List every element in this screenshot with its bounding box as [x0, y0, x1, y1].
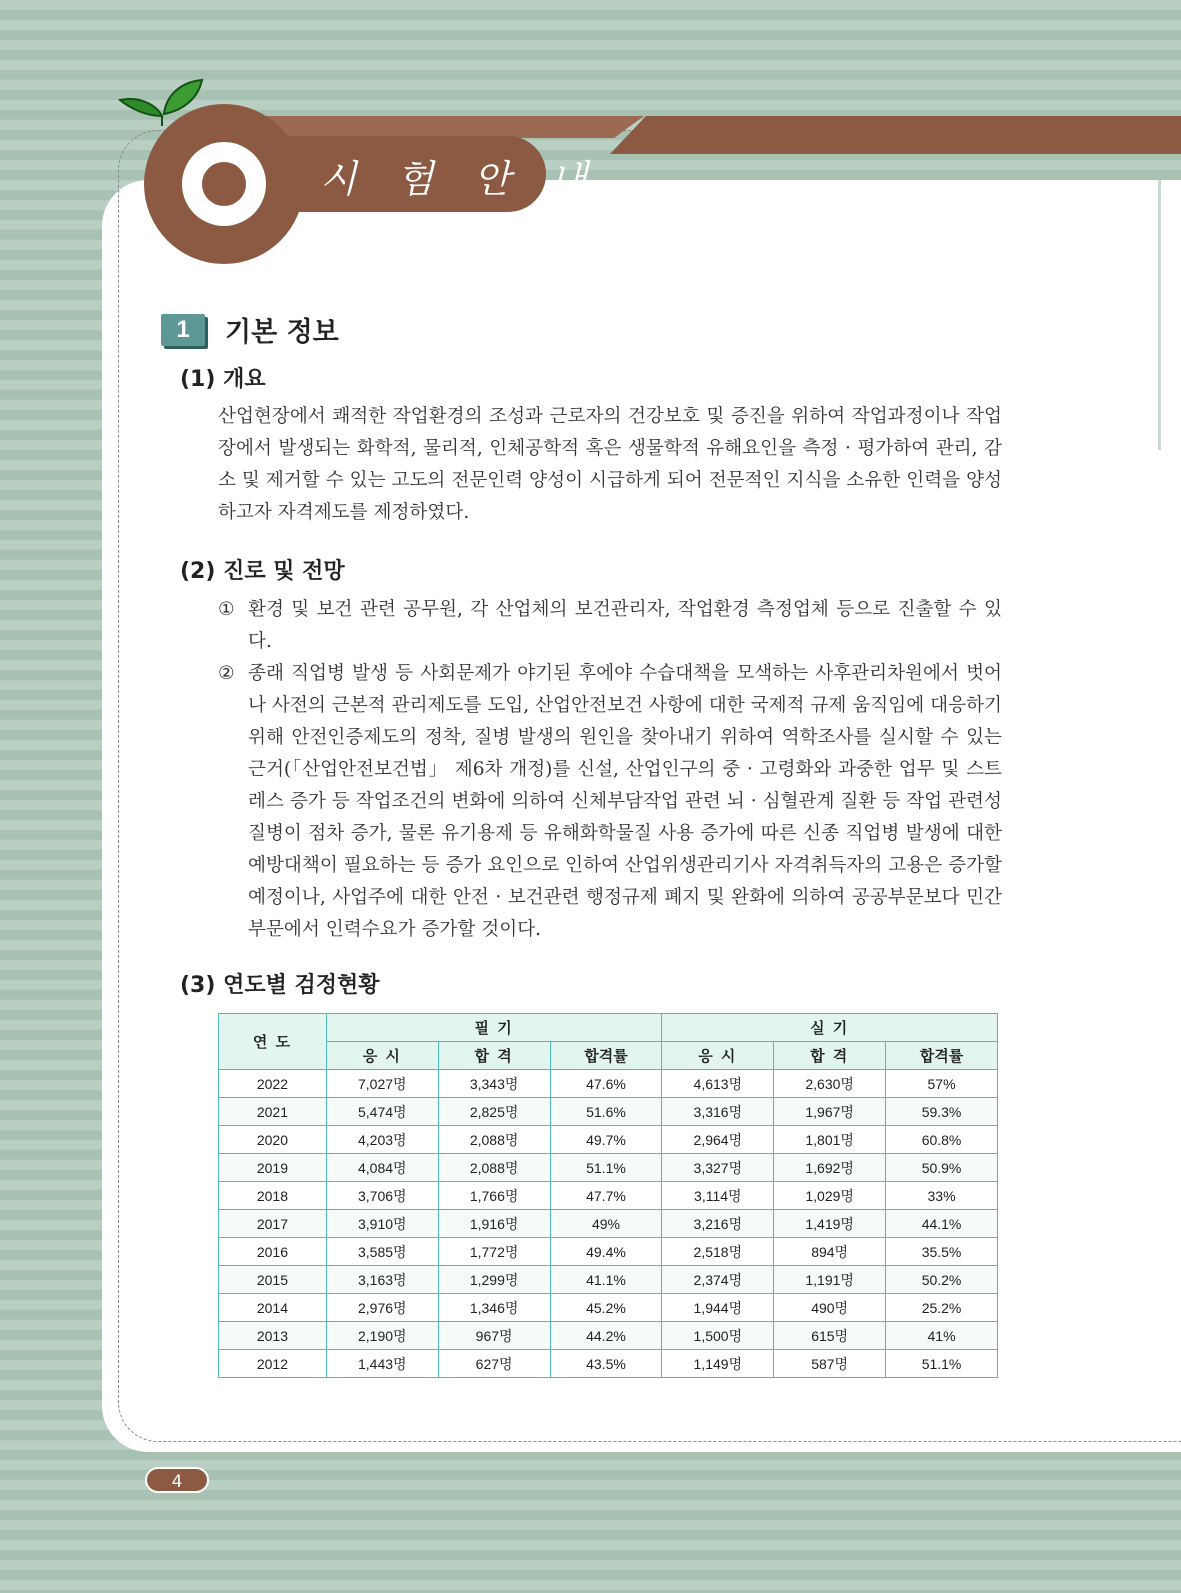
- table-cell: 50.9%: [886, 1154, 998, 1182]
- table-cell: 4,613명: [662, 1070, 774, 1098]
- table-cell-year: 2018: [219, 1182, 327, 1210]
- table-row: [219, 1154, 998, 1182]
- table-cell: 41%: [886, 1322, 998, 1350]
- table-cell: 1,772명: [438, 1238, 550, 1266]
- table-cell: 57%: [886, 1070, 998, 1098]
- table-cell: 44.2%: [550, 1322, 662, 1350]
- header-practical: 실 기: [662, 1014, 998, 1042]
- header-year: 연 도: [219, 1014, 327, 1070]
- career-item-marker: ②: [218, 663, 235, 684]
- header-written-passed: 합 격: [438, 1042, 550, 1070]
- table-cell: 1,029명: [774, 1182, 886, 1210]
- header-written-applicants: 응 시: [326, 1042, 438, 1070]
- table-cell: 2,976명: [326, 1294, 438, 1322]
- header-written-rate: 합격률: [550, 1042, 662, 1070]
- section-title: 기본 정보: [225, 317, 339, 348]
- table-cell: 1,801명: [774, 1126, 886, 1154]
- table-row: [219, 1210, 998, 1238]
- table-cell: 3,216명: [662, 1210, 774, 1238]
- table-cell: 1,149명: [662, 1350, 774, 1378]
- table-cell: 60.8%: [886, 1126, 998, 1154]
- table-row: [219, 1350, 998, 1378]
- table-cell: 7,027명: [326, 1070, 438, 1098]
- table-cell: 1,967명: [774, 1098, 886, 1126]
- table-cell: 25.2%: [886, 1294, 998, 1322]
- table-cell: 1,944명: [662, 1294, 774, 1322]
- table-cell: 1,766명: [438, 1182, 550, 1210]
- table-cell: 3,327명: [662, 1154, 774, 1182]
- table-cell-year: 2022: [219, 1070, 327, 1098]
- table-cell: 47.6%: [550, 1070, 662, 1098]
- table-cell: 587명: [774, 1350, 886, 1378]
- career-heading: (2) 진로 및 전망: [180, 559, 345, 584]
- table-cell: 3,343명: [438, 1070, 550, 1098]
- table-cell-year: 2017: [219, 1210, 327, 1238]
- career-item-text: 환경 및 보건 관련 공무원, 각 산업체의 보건관리자, 작업환경 측정업체 등으로 진출할 수 있다.: [248, 599, 1002, 652]
- table-cell: 2,630명: [774, 1070, 886, 1098]
- table-cell: 51.6%: [550, 1098, 662, 1126]
- page-number: 4: [145, 1467, 209, 1493]
- table-cell-year: 2012: [219, 1350, 327, 1378]
- table-cell: 1,692명: [774, 1154, 886, 1182]
- header-written: 필 기: [326, 1014, 662, 1042]
- table-row: [219, 1070, 998, 1098]
- table-cell: 33%: [886, 1182, 998, 1210]
- career-item: [218, 658, 1002, 946]
- table-cell: 1,443명: [326, 1350, 438, 1378]
- table-cell: 4,203명: [326, 1126, 438, 1154]
- table-cell-year: 2016: [219, 1238, 327, 1266]
- career-item-marker: ①: [218, 599, 235, 620]
- table-cell: 1,419명: [774, 1210, 886, 1238]
- ring-dot: [202, 162, 246, 206]
- table-cell: 44.1%: [886, 1210, 998, 1238]
- table-cell: 1,346명: [438, 1294, 550, 1322]
- table-row: [219, 1182, 998, 1210]
- table-cell-year: 2020: [219, 1126, 327, 1154]
- table-cell: 3,910명: [326, 1210, 438, 1238]
- table-cell: 2,088명: [438, 1154, 550, 1182]
- section-number-badge: 1: [161, 314, 205, 346]
- table-cell: 35.5%: [886, 1238, 998, 1266]
- table-row: [219, 1238, 998, 1266]
- table-row: [219, 1294, 998, 1322]
- table-cell: 894명: [774, 1238, 886, 1266]
- table-cell: 3,114명: [662, 1182, 774, 1210]
- table-cell: 2,518명: [662, 1238, 774, 1266]
- header-title: 시 험 안 내: [320, 157, 602, 201]
- header-banner-light: [254, 116, 644, 138]
- table-row: [219, 1098, 998, 1126]
- table-cell: 2,374명: [662, 1266, 774, 1294]
- stats-heading: (3) 연도별 검정현황: [180, 973, 380, 998]
- career-item: [218, 594, 1002, 658]
- table-cell: 3,316명: [662, 1098, 774, 1126]
- table-cell: 1,500명: [662, 1322, 774, 1350]
- table-cell: 50.2%: [886, 1266, 998, 1294]
- stats-table-body: [219, 1070, 998, 1378]
- table-cell: 2,964명: [662, 1126, 774, 1154]
- table-cell: 627명: [438, 1350, 550, 1378]
- table-row: [219, 1266, 998, 1294]
- section-heading: [161, 310, 339, 349]
- table-cell: 3,706명: [326, 1182, 438, 1210]
- table-cell: 2,088명: [438, 1126, 550, 1154]
- overview-heading: (1) 개요: [180, 367, 266, 392]
- table-cell: 1,191명: [774, 1266, 886, 1294]
- table-cell-year: 2019: [219, 1154, 327, 1182]
- right-edge-line: [1158, 180, 1161, 450]
- table-cell: 3,163명: [326, 1266, 438, 1294]
- leaf-icon: [116, 76, 208, 126]
- table-cell: 1,916명: [438, 1210, 550, 1238]
- table-cell: 49%: [550, 1210, 662, 1238]
- table-cell: 4,084명: [326, 1154, 438, 1182]
- header-practical-passed: 합 격: [774, 1042, 886, 1070]
- table-cell: 51.1%: [550, 1154, 662, 1182]
- table-cell: 3,585명: [326, 1238, 438, 1266]
- table-row: [219, 1322, 998, 1350]
- table-row: [219, 1126, 998, 1154]
- table-cell: 615명: [774, 1322, 886, 1350]
- table-cell: 490명: [774, 1294, 886, 1322]
- table-cell: 59.3%: [886, 1098, 998, 1126]
- table-cell: 49.7%: [550, 1126, 662, 1154]
- table-cell: 2,190명: [326, 1322, 438, 1350]
- table-cell: 47.7%: [550, 1182, 662, 1210]
- header-practical-applicants: 응 시: [662, 1042, 774, 1070]
- table-cell-year: 2014: [219, 1294, 327, 1322]
- table-cell-year: 2013: [219, 1322, 327, 1350]
- career-item-text: 종래 직업병 발생 등 사회문제가 야기된 후에야 수습대책을 모색하는 사후관리차원에서 벗어나 사전의 근본적 관리제도를 도입, 산업안전보건 사항에 대한 국제적 규제 움직임에 대응하기 위해 안전인증제도의 정착, 질병 발생의 원인을 찾아내기 위하여 역학조사를 실시할 수 있는 근거(「산업안전보건법」 제6차 개정)를 신설, 산업인구의 중 · 고령화와 과중한 업무 및 스트레스 증가 등 작업조건의 변화에 의하여 신체부담작업 관련 뇌 · 심혈관계 질환 등 작업 관련성 질병이 점차 증가, 물론 유기용제 등 유해화학물질 사용 증가에 따른 신종 직업병 발생에 대한 예방대책이 필요하는 등 증가 요인으로 인하여 산업위생관리기사 자격취득자의 고용은 증가할 예정이나, 사업주에 대한 안전 · 보건관련 행정규제 폐지 및 완화에 의하여 공공부문보다 민간부문에서 인력수요가 증가할 것이다.: [248, 663, 1002, 940]
- table-cell: 51.1%: [886, 1350, 998, 1378]
- overview-paragraph: 산업현장에서 쾌적한 작업환경의 조성과 근로자의 건강보호 및 증진을 위하여 작업과정이나 작업장에서 발생되는 화학적, 물리적, 인체공학적 혹은 생물학적 유해요인을 측정 · 평가하여 관리, 감소 및 제거할 수 있는 고도의 전문인력 양성이 시급하게 되어 전문적인 지식을 소유한 인력을 양성하고자 자격제도를 제정하였다.: [218, 406, 1002, 523]
- table-cell-year: 2015: [219, 1266, 327, 1294]
- career-list: [218, 594, 1002, 946]
- header-banner: [610, 116, 1181, 154]
- table-cell: 967명: [438, 1322, 550, 1350]
- table-cell: 45.2%: [550, 1294, 662, 1322]
- table-cell: 49.4%: [550, 1238, 662, 1266]
- table-cell: 2,825명: [438, 1098, 550, 1126]
- stats-table: [218, 1013, 998, 1378]
- table-cell: 5,474명: [326, 1098, 438, 1126]
- table-cell: 41.1%: [550, 1266, 662, 1294]
- table-cell: 43.5%: [550, 1350, 662, 1378]
- table-cell: 1,299명: [438, 1266, 550, 1294]
- table-cell-year: 2021: [219, 1098, 327, 1126]
- header-practical-rate: 합격률: [886, 1042, 998, 1070]
